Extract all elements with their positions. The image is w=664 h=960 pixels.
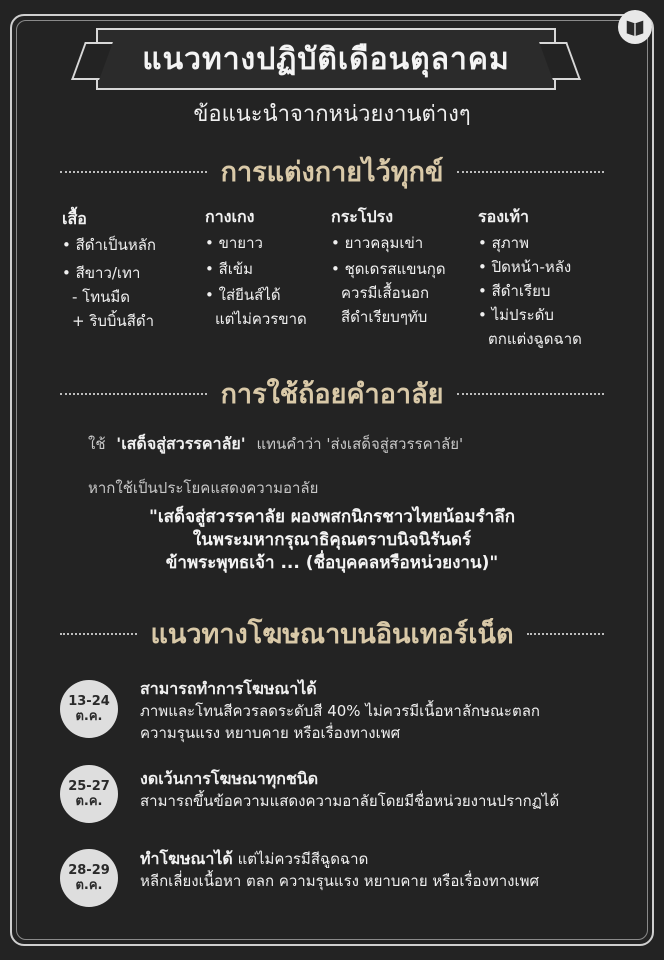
shirt-item: • สีขาว/เทา <box>62 264 141 282</box>
pants-item: แต่ไม่ควรขาด <box>215 310 307 328</box>
ad-period <box>140 678 640 744</box>
shirt-item: - โทนมืด <box>72 288 131 306</box>
ad-period-title-rest: แต่ไม่ควรมีสีฉูดฉาด <box>232 850 369 868</box>
skirt-label: กระโปรง <box>331 207 394 226</box>
date-range: 25-27 <box>68 779 110 794</box>
pants-item: • ขายาว <box>205 234 263 252</box>
date-badge <box>60 765 118 823</box>
ads-heading: แนวทางโฆษณาบนอินเทอร์เน็ต <box>150 619 514 650</box>
ad-period-text: ภาพและโทนสีควรลดระดับสี 40% ไม่ควรมีเนื้อหาลักษณะตลก <box>140 702 541 720</box>
dress-shirt-column <box>62 208 156 334</box>
shoes-item: • ปิดหน้า-หลัง <box>478 258 572 276</box>
ad-period-title: ทำโฆษณาได้ <box>140 849 233 868</box>
dress-skirt-column <box>331 206 446 330</box>
page-title: แนวทางปฏิบัติเดือนตุลาคม <box>142 41 510 77</box>
shoes-label: รองเท้า <box>478 207 530 226</box>
ad-period-text: หลีกเลี่ยงเนื้อหา ตลก ความรุนแรง หยาบคาย หรือเรื่องทางเพศ <box>140 872 540 890</box>
shirt-item: • สีดำเป็นหลัก <box>62 236 156 254</box>
pants-item: • สีเข้ม <box>205 260 254 278</box>
quote-line: ข้าพระพุทธเจ้า ... (ชื่อบุคคลหรือหน่วยงาน)" <box>165 553 499 573</box>
skirt-item: • ชุดเดรสแขนกุด <box>331 260 446 278</box>
shoes-item: • ไม่ประดับ <box>478 306 554 324</box>
words-heading: การใช้ถ้อยคำอาลัย <box>220 379 444 410</box>
shoes-item: ตกแต่งฉูดฉาด <box>488 330 582 348</box>
shoes-item: • สุภาพ <box>478 234 529 252</box>
use-term-line <box>88 432 463 457</box>
shirt-label: เสื้อ <box>62 209 87 228</box>
condolence-quote <box>0 506 664 575</box>
page-subtitle: ข้อแนะนำจากหน่วยงานต่างๆ <box>193 102 471 127</box>
ad-period <box>140 768 640 812</box>
ad-period-text: ความรุนแรง หยาบคาย หรือเรื่องทางเพศ <box>140 724 401 742</box>
date-month: ต.ค. <box>75 794 103 809</box>
shirt-item: + ริบบิ้นสีดำ <box>72 312 155 330</box>
dress-shoes-column <box>478 206 582 352</box>
pants-label: กางเกง <box>205 207 255 226</box>
ads-section-heading <box>60 612 604 655</box>
dress-heading: การแต่งกายไว้ทุกข์ <box>220 157 444 188</box>
use-term: 'เสด็จสู่สวรรคาลัย' <box>116 434 246 453</box>
skirt-item: • ยาวคลุมเข่า <box>331 234 424 252</box>
book-logo-icon <box>618 10 652 44</box>
if-sentence: หากใช้เป็นประโยคแสดงความอาลัย <box>88 479 319 497</box>
ad-period-title: งดเว้นการโฆษณาทุกชนิด <box>140 769 319 788</box>
skirt-item: สีดำเรียบๆทับ <box>341 308 428 326</box>
title-banner <box>96 28 556 90</box>
pants-item: • ใส่ยีนส์ได้ <box>205 286 281 304</box>
instead-of: แทนคำว่า 'ส่งเสด็จสู่สวรรคาลัย' <box>256 435 464 453</box>
ad-period-text: สามารถขึ้นข้อความแสดงความอาลัยโดยมีชื่อหน่วยงานปรากฏได้ <box>140 792 560 810</box>
date-badge <box>60 680 118 738</box>
ad-period <box>140 848 640 892</box>
date-range: 28-29 <box>68 863 110 878</box>
quote-line: "เสด็จสู่สวรรคาลัย ผองพสกนิกรชาวไทยน้อมรำลึก <box>149 507 515 527</box>
date-range: 13-24 <box>68 694 110 709</box>
ad-period-title: สามารถทำการโฆษณาได้ <box>140 679 317 698</box>
date-month: ต.ค. <box>75 878 103 893</box>
skirt-item: ควรมีเสื้อนอก <box>341 284 430 302</box>
shoes-item: • สีดำเรียบ <box>478 282 551 300</box>
dress-section-heading <box>60 150 604 193</box>
words-section-heading <box>60 372 604 415</box>
dress-pants-column <box>205 206 307 332</box>
date-month: ต.ค. <box>75 709 103 724</box>
use-prefix: ใช้ <box>88 435 106 453</box>
date-badge <box>60 849 118 907</box>
quote-line: ในพระมหากรุณาธิคุณตราบนิจนิรันดร์ <box>192 530 472 550</box>
